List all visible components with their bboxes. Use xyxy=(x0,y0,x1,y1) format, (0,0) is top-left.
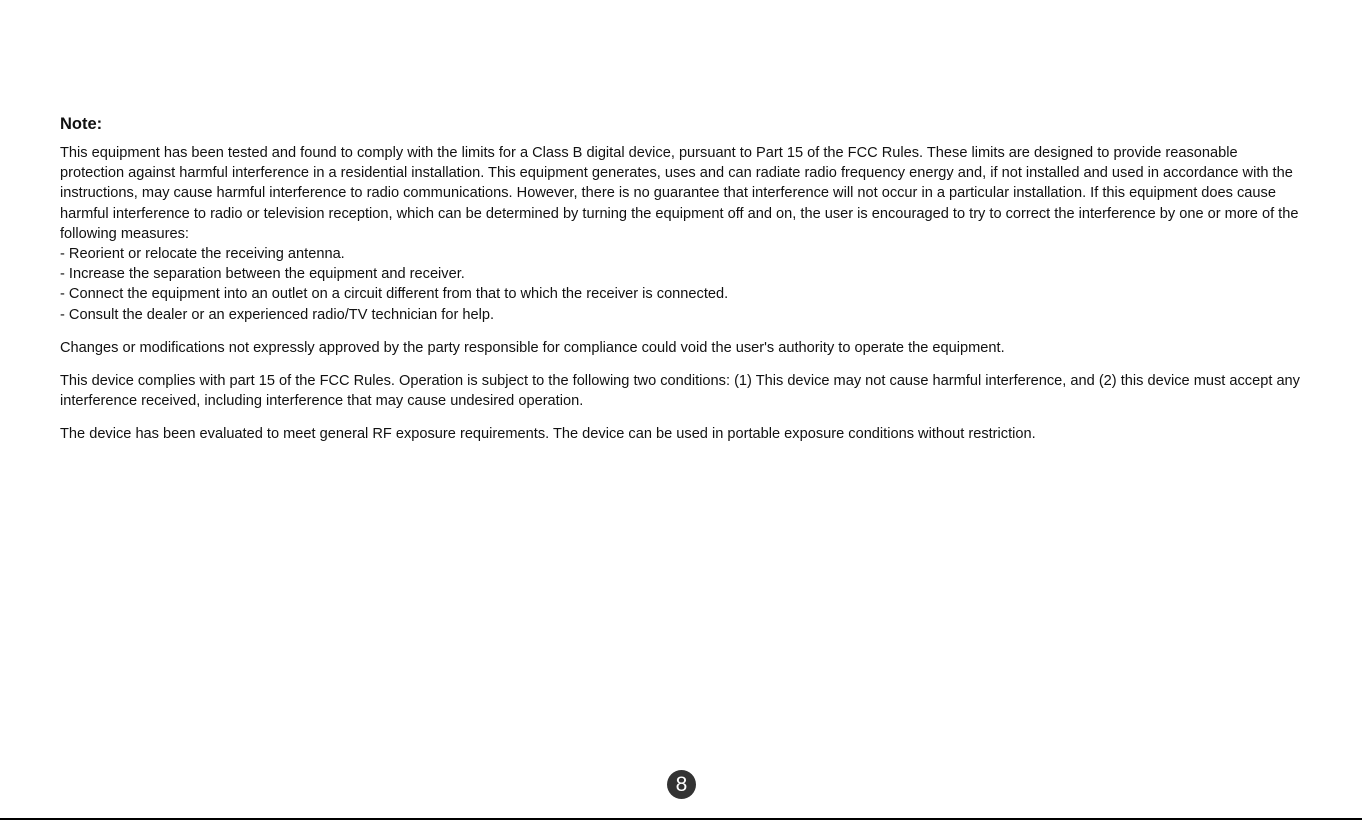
measure-item: - Reorient or relocate the receiving antenna. xyxy=(60,246,345,263)
page-number-badge: 8 xyxy=(667,770,696,799)
rf-exposure-paragraph: The device has been evaluated to meet general RF exposure requirements. The device can be used in portable exposure conditions without restriction. xyxy=(60,426,1036,443)
measure-item: - Consult the dealer or an experienced radio/TV technician for help. xyxy=(60,306,495,323)
measure-item: - Increase the separation between the equipment and receiver. xyxy=(60,266,465,283)
changes-paragraph: Changes or modifications not expressly approved by the party responsible for compliance could void the user's authority to operate the equipment. xyxy=(60,339,1005,356)
compliance-paragraph: This device complies with part 15 of the FCC Rules. Operation is subject to the following two conditions: (1) This device may not cause harmful interference, and (2) this device must accept any interference received, including interference that may cause undesired operation. xyxy=(60,373,1300,410)
fcc-intro-paragraph: This equipment has been tested and found to comply with the limits for a Class B digital device, pursuant to Part 15 of the FCC Rules. These limits are designed to provide reasonable protection against harmful interference in a residential installation. This equipment generates, uses and can radiate radio frequency energy and, if not installed and used in accordance with the instructions, may cause harmful interference to radio communications. However, there is no guarantee that interference will not occur in a particular installation. If this equipment does cause harmful interference to radio or television reception, which can be determined by turning the equipment off and on, the user is encouraged to try to correct the interference by one or more of the following measures: xyxy=(60,145,1299,242)
measure-item: - Connect the equipment into an outlet on a circuit different from that to which the receiver is connected. xyxy=(60,286,729,303)
note-heading: Note: xyxy=(60,115,103,133)
fcc-note-section xyxy=(60,114,1305,445)
measures-list xyxy=(60,244,1305,325)
